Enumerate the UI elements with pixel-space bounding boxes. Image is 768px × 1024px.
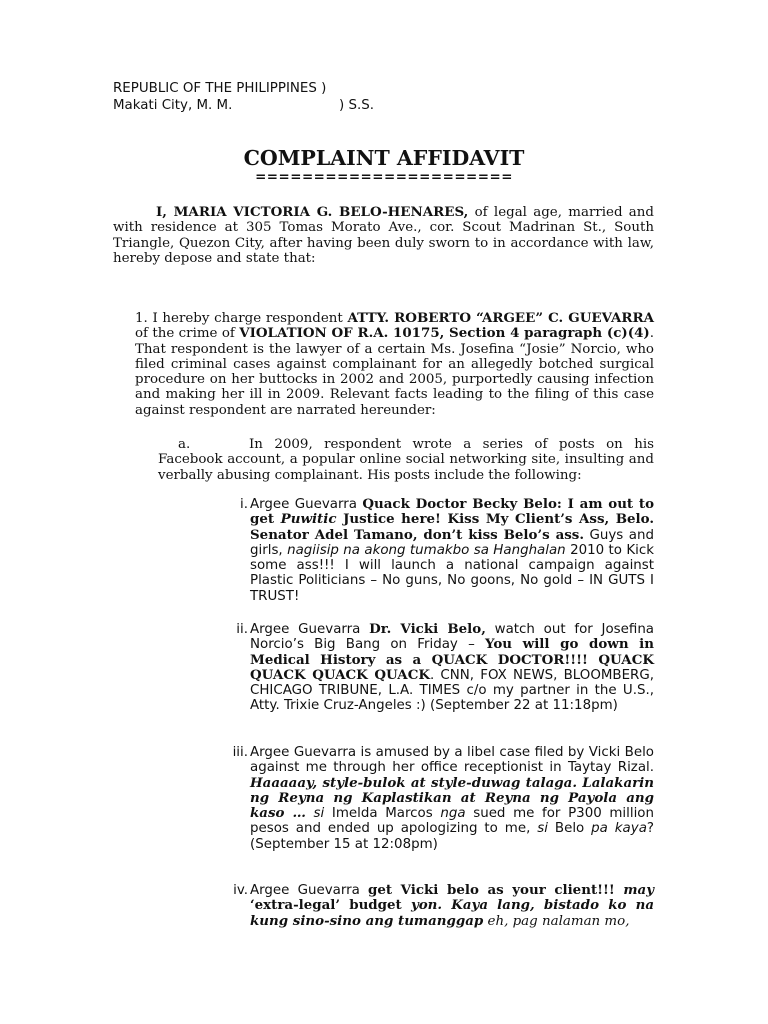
item-a-label: a.	[178, 437, 191, 452]
item-a	[158, 437, 654, 483]
post-text	[250, 745, 654, 852]
venue-line-1: REPUBLIC OF THE PHILIPPINES )	[113, 81, 327, 96]
post-item	[215, 622, 654, 714]
venue-caption	[113, 80, 374, 114]
respondent-name: ATTY. ROBERTO “ARGEE” C. GUEVARRA	[347, 310, 654, 326]
intro-paragraph	[113, 205, 654, 266]
post-plain: Argee Guevarra is amused by a libel case filed by Vicki Belo against me through her office receptionist in Taytay Rizal.	[250, 745, 654, 776]
post-author: Argee Guevarra	[250, 883, 368, 898]
p1-text-5: . That respondent is the lawyer of a certain Ms. Josefina “Josie” Norcio, who filed criminal cases against complainant for an allegedly botched surgical procedure on her buttocks in 2002 and 2005, purportedly causing infection and making her ill in 2009. Relevant facts leading to the filing of this case against respondent are narrated hereunder:	[135, 326, 654, 418]
post-bold-italic: may	[623, 882, 654, 898]
post-bold-italic: yon. Kaya lang, bistado ko na kung sino-sino ang tumanggap	[250, 897, 655, 929]
post-plain: ? (September 15 at 12:08pm)	[250, 821, 655, 852]
post-plain: sued me for P300 million pesos and ended up apologizing to me,	[250, 806, 654, 837]
post-number: ii.	[236, 622, 248, 637]
post-italic: nagiisip na akong tumakbo sa Hanghalan	[287, 542, 566, 558]
venue-ss: ) S.S.	[339, 98, 374, 113]
post-italic: eh, pag nalaman mo,	[483, 913, 630, 929]
post-italic: nga	[440, 806, 466, 822]
post-bold: Quack Doctor Becky Belo: I am out to get	[250, 496, 654, 528]
post-item	[215, 497, 654, 604]
post-author: Argee Guevarra	[250, 497, 363, 512]
post-bold-italic: Haaaaay, style-bulok at style-duwag talaga. Lalakarin ng Reyna ng Kaplastikan at Reyna ng Payola ang kaso …	[250, 774, 654, 822]
intro-text: of legal age, married and with residence at 305 Tomas Morato Ave., cor. Scout Madrinan St., South Triangle, Quezon City, after having been duly sworn to in accordance with law, hereby depose and state that:	[113, 205, 654, 266]
post-italic: pa kaya	[591, 821, 647, 837]
post-number: i.	[240, 497, 248, 512]
post-item	[215, 745, 654, 852]
post-plain: 2010 to Kick some ass!!! I will launch a national campaign against Plastic Politicians – No guns, No goons, No gold – IN GUTS I TRUST!	[250, 542, 654, 604]
post-author: Argee Guevarra	[250, 622, 370, 637]
post-bold: ‘extra-legal’ budget	[250, 897, 411, 914]
post-bold: You will go down in Medical History as a QUACK DOCTOR!!!! QUACK QUACK QUACK QUACK	[250, 636, 654, 683]
venue-line-2	[113, 97, 374, 114]
post-number: iii.	[232, 745, 248, 760]
post-plain: Guys and girls,	[250, 527, 654, 558]
post-text	[250, 497, 654, 604]
post-text	[250, 622, 654, 714]
post-plain: Belo	[547, 821, 592, 837]
post-italic: si	[537, 821, 548, 837]
title-underline: ======================	[255, 169, 513, 185]
post-bold: Dr. Vicki Belo,	[369, 621, 486, 637]
post-text	[250, 883, 654, 929]
venue-city: Makati City, M. M.	[113, 98, 233, 113]
post-bold: get Vicki belo as your client!!!	[367, 882, 624, 898]
post-item	[215, 883, 654, 929]
post-number: iv.	[233, 883, 248, 898]
post-plain: Imelda Marcos	[324, 806, 441, 822]
document-title: COMPLAINT AFFIDAVIT	[243, 146, 525, 170]
post-plain: . CNN, FOX NEWS, BLOOMBERG, CHICAGO TRIBUNE, L.A. TIMES c/o my partner in the U.S., Atty. Trixie Cruz-Angeles :) (September 22 at 11:18pm)	[250, 667, 654, 714]
p1-text-3: of the crime of	[135, 326, 240, 342]
p1-text-1: 1. I hereby charge respondent	[135, 311, 348, 326]
post-bold-italic: Puwitic	[280, 511, 337, 528]
post-bold: Justice here! Kiss My Client’s Ass, Belo. Senator Adel Tamano, don’t kiss Belo’s ass.	[250, 511, 655, 543]
affiant-name: I, MARIA VICTORIA G. BELO-HENARES,	[156, 204, 469, 220]
post-plain: watch out for Josefina Norcio’s Big Bang on Friday –	[250, 622, 655, 653]
violation-cited: VIOLATION OF R.A. 10175, Section 4 paragraph (c)(4)	[239, 325, 650, 342]
paragraph-1	[135, 311, 654, 418]
post-italic: si	[305, 806, 325, 822]
item-a-text: In 2009, respondent wrote a series of posts on his Facebook account, a popular online social networking site, insulting and verbally abusing complainant. His posts include the following:	[158, 437, 654, 483]
